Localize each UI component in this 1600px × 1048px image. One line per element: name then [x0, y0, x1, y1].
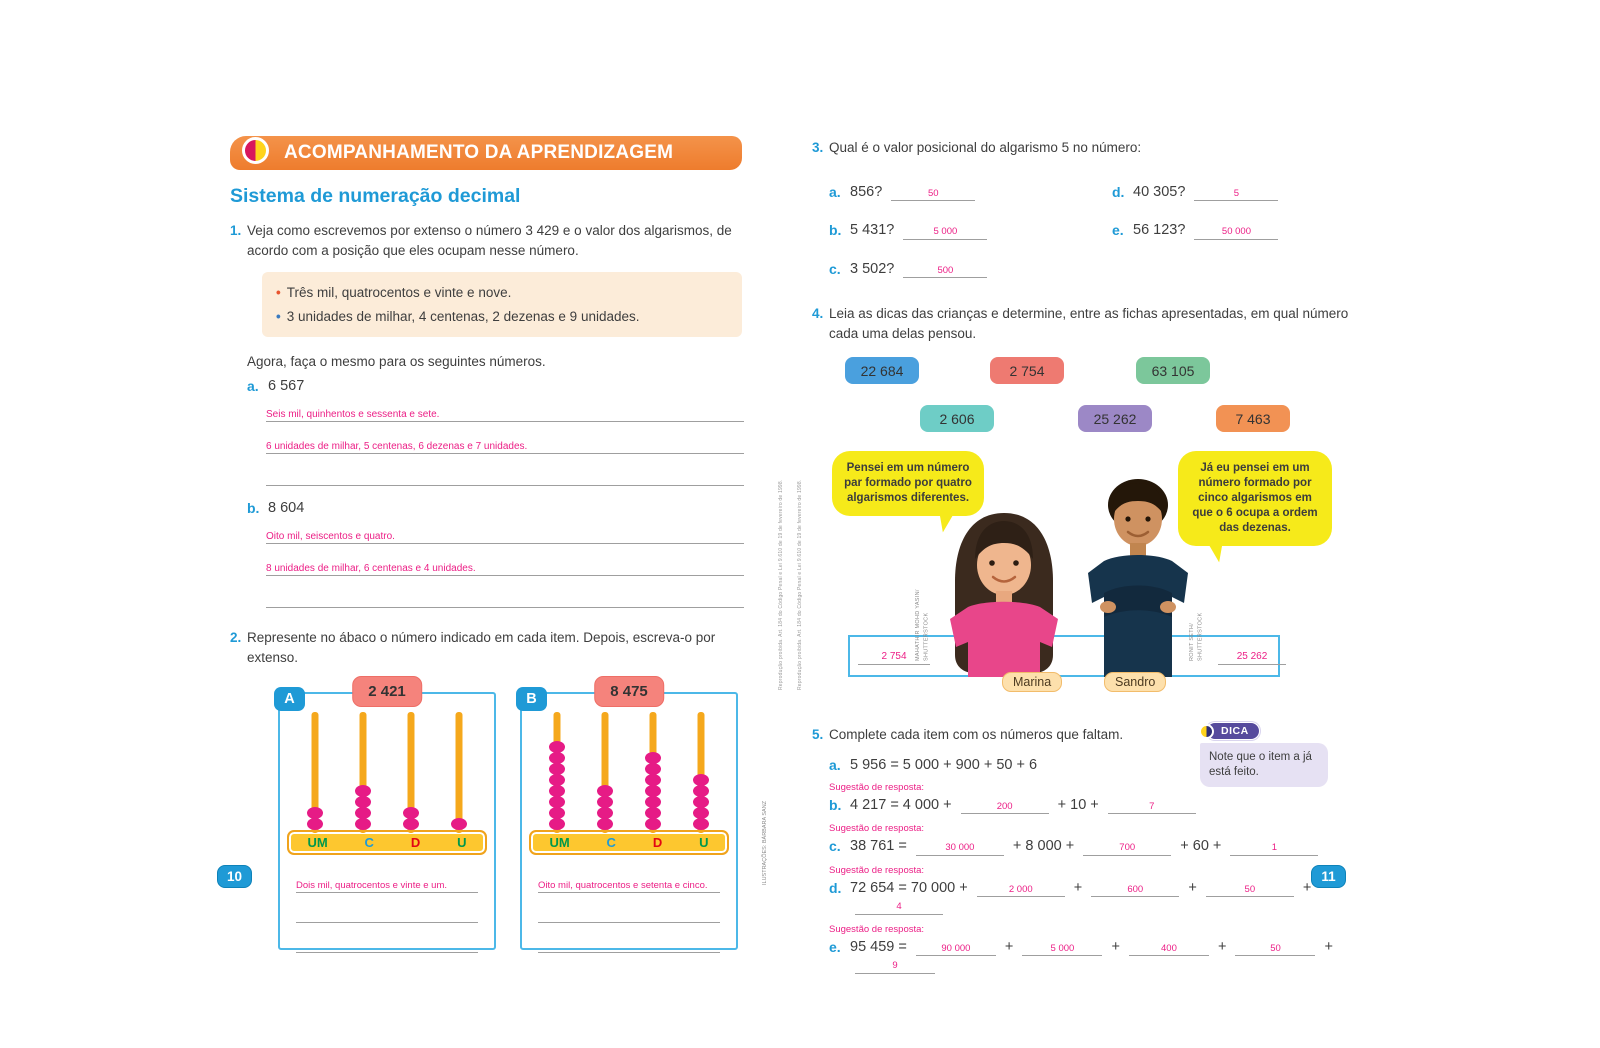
card-tab-a: A — [274, 687, 305, 711]
abacus-bead — [645, 774, 661, 786]
abacus-a-col-um — [291, 712, 339, 830]
q5-item-b: b. 4 217 = 4 000 + 200 + 10 + 7 — [812, 797, 1354, 815]
marina-answer: 2 754 — [858, 651, 930, 665]
abacus-b-col-u — [677, 712, 725, 830]
question-5-text: Complete cada item com os números que faltam. — [829, 727, 1124, 743]
abacus-bead — [645, 752, 661, 764]
abacus-bead — [549, 818, 565, 830]
page-number-10: 10 — [217, 865, 252, 888]
page-number-11: 11 — [1311, 865, 1346, 888]
question-3-number: 3. — [812, 140, 824, 155]
suggestion-label: Sugestão de resposta: — [829, 823, 925, 835]
copyright-notice: Reprodução proibida. Art. 184 do Código Penal e Lei 9.610 de 19 de fevereiro de 1998. — [778, 479, 784, 690]
answer-blank: 1 — [1230, 843, 1318, 856]
abacus-bead — [549, 752, 565, 764]
abacus-b-col-um — [533, 712, 581, 830]
handwritten-answer: Dois mil, quatrocentos e vinte e um. — [296, 879, 448, 891]
marina-photo-credit: MAHATHIR MOHD YASIN/ SHUTTERSTOCK — [915, 589, 930, 662]
number-card: 25 262 — [1078, 405, 1152, 432]
handwritten-answer: Oito mil, seiscentos e quatro. — [266, 531, 395, 543]
question-4 — [812, 304, 1354, 343]
answer-blank: 400 — [1129, 944, 1209, 957]
question-1-prompt: Agora, faça o mesmo para os seguintes números. — [247, 354, 546, 370]
abacus-bead — [645, 807, 661, 819]
question-1-text: Veja como escrevemos por extenso o número 3 429 e o valor dos algarismos, de acordo com a posição que eles ocupam nesse número. — [247, 223, 732, 258]
abacus-bead — [549, 785, 565, 797]
abacus-bead — [355, 807, 371, 819]
abacus-bead — [597, 818, 613, 830]
abacus-card-a — [278, 682, 496, 950]
example-bullet-1: • Três mil, quatrocentos e vinte e nove. — [276, 285, 512, 301]
speech-bubble-tail — [939, 510, 959, 533]
handwritten-answer: 8 unidades de milhar, 6 centenas e 4 unidades. — [266, 563, 476, 575]
answer-line — [266, 561, 744, 576]
abacus-bead — [645, 818, 661, 830]
dica-badge: DICA — [1206, 722, 1260, 740]
number-card: 2 754 — [990, 357, 1064, 384]
q1-item-b: b. 8 604 — [247, 500, 305, 517]
question-5-number: 5. — [812, 727, 824, 743]
dica-note: Note que o item a já está feito. — [1200, 743, 1328, 787]
sandro-name-tag: Sandro — [1104, 672, 1166, 692]
abacus-card-b — [520, 682, 738, 950]
abacus-bead — [597, 785, 613, 797]
q5-item-c: c. 38 761 = 30 000 + 8 000 + 700 + 60 + 1 — [812, 838, 1354, 856]
abacus-a-col-d — [387, 712, 435, 830]
q3-item-e: e. 56 123? 50 000 — [1112, 222, 1354, 240]
q4-illustration — [812, 355, 1354, 709]
answer-line-empty — [296, 923, 478, 953]
q3-item-d: d. 40 305? 5 — [1112, 184, 1354, 202]
example-bullet-2: • 3 unidades de milhar, 4 centenas, 2 dezenas e 9 unidades. — [276, 308, 640, 324]
abacus-bead — [355, 785, 371, 797]
answer-line-empty — [266, 593, 744, 608]
number-card: 2 606 — [920, 405, 994, 432]
abacus-base: UM C D U — [287, 830, 487, 855]
example-box — [262, 272, 742, 337]
abacus-a — [280, 712, 494, 855]
answer-blank: 5 000 — [903, 227, 987, 240]
abacus-b-col-d — [629, 712, 677, 830]
q5-item-d: d. 72 654 = 70 000 + 2 000 + 600 + 50 + 4 — [812, 880, 1354, 915]
marina-speech-bubble: Pensei em um número par formado por quatro algarismos diferentes. — [832, 451, 984, 516]
question-1 — [230, 221, 746, 260]
handwritten-answer: Seis mil, quinhentos e sessenta e sete. — [266, 409, 440, 421]
abacus-a-col-c — [339, 712, 387, 830]
card-tab-b: B — [516, 687, 547, 711]
abacus-b — [522, 712, 736, 855]
answer-blank: 5 000 — [1022, 944, 1102, 957]
abacus-bead — [693, 807, 709, 819]
handwritten-answer: Oito mil, quatrocentos e setenta e cinco. — [538, 879, 708, 891]
answer-line-empty — [538, 893, 720, 923]
abacus-b-col-c — [581, 712, 629, 830]
abacus-bead — [645, 785, 661, 797]
abacus-a-col-u — [435, 712, 483, 830]
question-2-text: Represente no ábaco o número indicado em cada item. Depois, escreva-o por extenso. — [247, 630, 716, 665]
abacus-bead — [307, 818, 323, 830]
abacus-bead — [693, 818, 709, 830]
answer-line — [266, 439, 744, 454]
answer-blank: 50 — [1206, 885, 1294, 898]
answer-line-empty — [266, 471, 744, 486]
abacus-bead — [597, 796, 613, 808]
answer-blank: 700 — [1083, 843, 1171, 856]
abacus-bead — [355, 796, 371, 808]
abacus-bead — [549, 796, 565, 808]
answer-blank: 50 000 — [1194, 227, 1278, 240]
answer-line — [538, 867, 720, 893]
answer-line — [296, 867, 478, 893]
suggestion-label: Sugestão de resposta: — [829, 781, 925, 793]
right-page — [812, 138, 1354, 974]
q1-item-a: a. 6 567 — [247, 378, 305, 395]
q5-item-a: a. 5 956 = 5 000 + 900 + 50 + 6 — [829, 756, 1038, 773]
illustration-credit: ILUSTRAÇÕES: BÁRBARA SANZ — [762, 800, 768, 885]
abacus-bead — [549, 763, 565, 775]
abacus-row — [278, 682, 746, 950]
abacus-bead — [693, 774, 709, 786]
sandro-answer: 25 262 — [1218, 651, 1286, 665]
left-page — [230, 136, 746, 950]
answer-blank: 50 — [1235, 944, 1315, 957]
answer-line — [266, 529, 744, 544]
answer-line-empty — [538, 923, 720, 953]
q1-item-b-number: 8 604 — [268, 500, 305, 517]
abacus-rod — [456, 712, 463, 833]
number-card: 7 463 — [1216, 405, 1290, 432]
sandro-speech-bubble: Já eu pensei em um número formado por cinco algarismos em que o 6 ocupa a ordem das dezenas. — [1178, 451, 1332, 546]
number-card: 22 684 — [845, 357, 919, 384]
marina-name-tag: Marina — [1002, 672, 1062, 692]
answer-line-empty — [296, 893, 478, 923]
question-5-block — [812, 725, 1354, 974]
q3-item-b: b. 5 431? 5 000 — [829, 222, 1112, 240]
answer-blank: 90 000 — [916, 944, 996, 957]
bullet-dot-icon: • — [276, 308, 281, 324]
question-4-text: Leia as dicas das crianças e determine, entre as fichas apresentadas, em qual número cada uma delas pensou. — [829, 306, 1349, 341]
abacus-bead — [451, 818, 467, 830]
question-1-number: 1. — [230, 223, 242, 238]
abacus-bead — [693, 796, 709, 808]
dica-circle-icon — [1199, 724, 1214, 739]
abacus-b-value: 8 475 — [594, 676, 664, 707]
abacus-bead — [645, 763, 661, 775]
abacus-bead — [403, 818, 419, 830]
answer-blank: 2 000 — [977, 885, 1065, 898]
question-2 — [230, 628, 746, 667]
question-3 — [812, 138, 1354, 158]
answer-blank: 50 — [891, 189, 975, 202]
abacus-bead — [597, 807, 613, 819]
banner — [230, 136, 742, 170]
answer-blank: 600 — [1091, 885, 1179, 898]
question-4-number: 4. — [812, 306, 824, 322]
section-title: Sistema de numeração decimal — [230, 185, 521, 207]
answer-blank: 30 000 — [916, 843, 1004, 856]
answer-blank: 7 — [1108, 802, 1196, 815]
abacus-bead — [355, 818, 371, 830]
answer-blank: 200 — [961, 802, 1049, 815]
bullet-dot-icon: • — [276, 285, 281, 301]
banner-title: ACOMPANHAMENTO DA APRENDIZAGEM — [284, 142, 674, 163]
abacus-a-value: 2 421 — [352, 676, 422, 707]
q5-item-e: e. 95 459 = 90 000 + 5 000 + 400 + 50 + 9 — [812, 939, 1354, 974]
abacus-bead — [403, 807, 419, 819]
answer-blank: 5 — [1194, 189, 1278, 202]
abacus-bead — [549, 741, 565, 753]
q3-items — [829, 184, 1354, 279]
question-2-number: 2. — [230, 630, 242, 646]
abacus-bead — [549, 774, 565, 786]
number-card: 63 105 — [1136, 357, 1210, 384]
question-3-text: Qual é o valor posicional do algarismo 5 no número: — [829, 140, 1142, 155]
answer-blank: 4 — [855, 902, 943, 915]
suggestion-label: Sugestão de resposta: — [829, 923, 925, 935]
abacus-bead — [307, 807, 323, 819]
abacus-bead — [549, 807, 565, 819]
q3-item-a: a. 856? 50 — [829, 184, 1112, 202]
q1-item-a-number: 6 567 — [268, 378, 305, 395]
sandro-photo-credit: RONIT SETH/ SHUTTERSTOCK — [1189, 612, 1204, 662]
answer-line — [266, 407, 744, 422]
copyright-notice: Reprodução proibida. Art. 184 do Código Penal e Lei 9.610 de 19 de fevereiro de 1998. — [797, 479, 803, 690]
abacus-base: UM C D U — [529, 830, 729, 855]
speech-bubble-tail — [1202, 540, 1222, 563]
q3-item-c: c. 3 502? 500 — [829, 261, 1112, 279]
abacus-bead — [645, 796, 661, 808]
abacus-bead — [693, 785, 709, 797]
dica-tip — [1200, 721, 1334, 787]
suggestion-label: Sugestão de resposta: — [829, 864, 925, 876]
handwritten-answer: 6 unidades de milhar, 5 centenas, 6 dezenas e 7 unidades. — [266, 441, 528, 453]
answer-blank: 9 — [855, 961, 935, 974]
banner-circle-icon — [242, 137, 269, 164]
answer-blank: 500 — [903, 266, 987, 279]
